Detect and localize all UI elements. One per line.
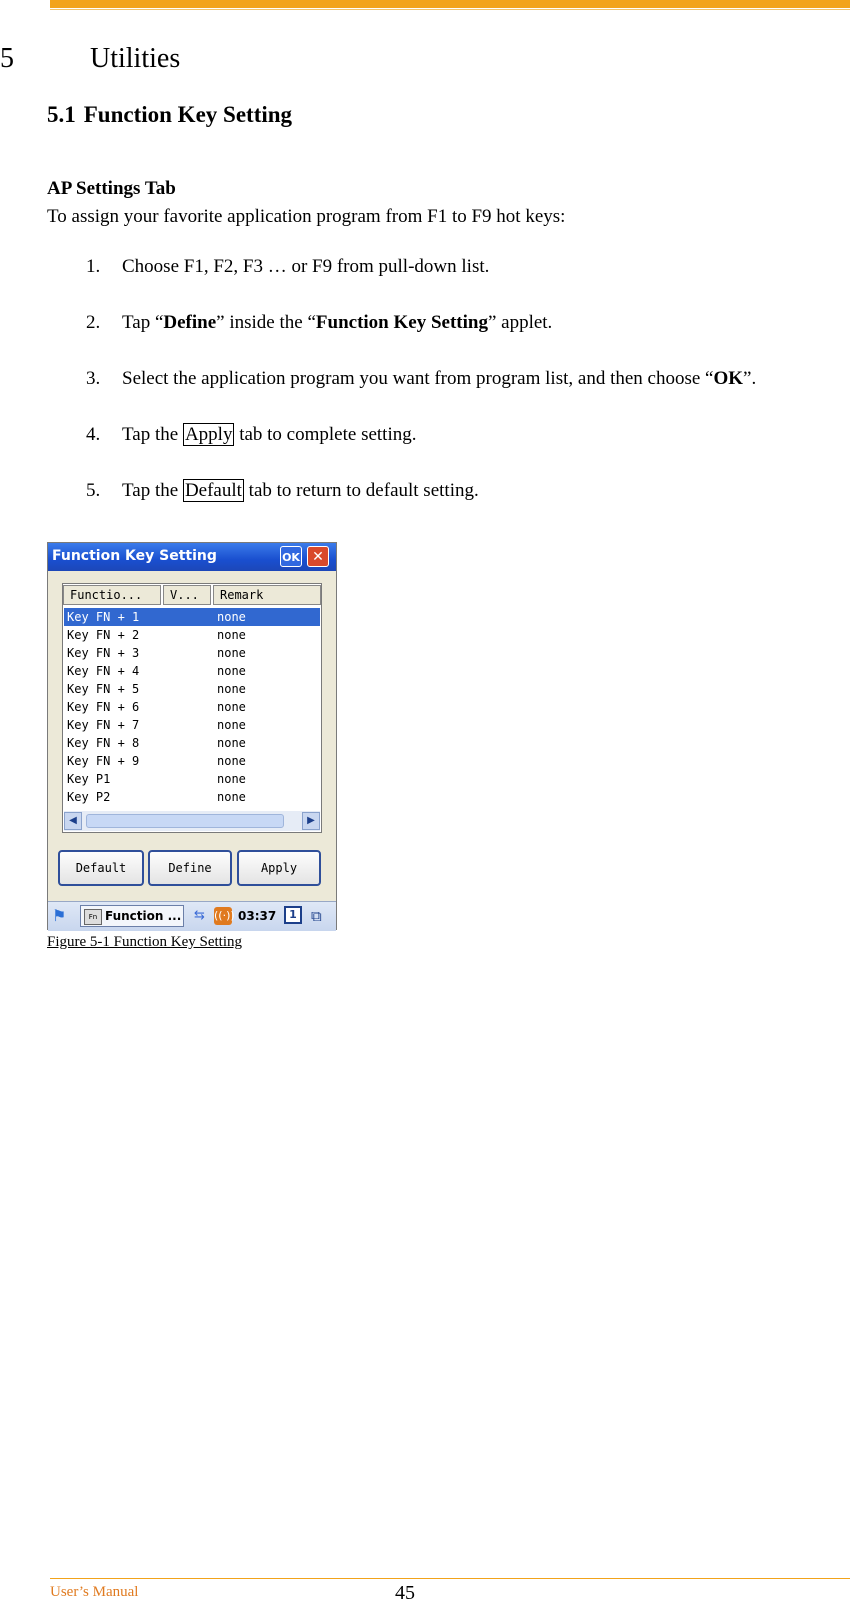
section-number: 5.1: [47, 102, 76, 127]
footer-rule: [50, 1578, 850, 1579]
horizontal-scrollbar[interactable]: [64, 811, 320, 831]
list-item[interactable]: Key FN + 2 none: [67, 628, 246, 642]
clock[interactable]: 03:37: [238, 909, 277, 923]
subheading: AP Settings Tab: [47, 178, 176, 199]
apply-tab-label: Apply: [184, 424, 233, 445]
default-button[interactable]: Default: [58, 850, 144, 886]
taskbar-app-button[interactable]: [80, 905, 184, 927]
applet-term: Function Key Setting: [315, 312, 488, 333]
function-key-list[interactable]: [62, 583, 322, 833]
list-item[interactable]: Key FN + 1 none: [64, 608, 320, 626]
desktop-icon[interactable]: ⧉: [311, 907, 322, 925]
list-item[interactable]: Key FN + 7 none: [67, 718, 246, 732]
column-function[interactable]: Functio...: [63, 585, 161, 605]
wifi-icon[interactable]: ((·)): [214, 907, 232, 925]
window-titlebar: [48, 543, 336, 571]
define-button[interactable]: Define: [148, 850, 232, 886]
scroll-left-icon[interactable]: ◀: [64, 812, 82, 830]
device-screenshot: [47, 542, 337, 930]
taskbar-app-label: Function ...: [105, 909, 182, 923]
section-title: Function Key Setting: [83, 102, 293, 127]
list-item[interactable]: Key FN + 4 none: [67, 664, 246, 678]
chapter-number: 5: [0, 43, 14, 74]
scroll-right-icon[interactable]: ▶: [302, 812, 320, 830]
ok-term: OK: [713, 368, 744, 389]
list-item[interactable]: Key FN + 6 none: [67, 700, 246, 714]
network-icon[interactable]: ⇆: [194, 908, 205, 923]
intro-paragraph: To assign your favorite application program from F1 to F9 hot keys:: [47, 206, 566, 227]
step-text: Tap the Default tab to return to default setting.: [122, 480, 479, 501]
input-method-icon[interactable]: 1: [284, 906, 302, 924]
step-text: Tap “Define” inside the “Function Key Setting” applet.: [122, 312, 553, 333]
step-text: Tap the Apply tab to complete setting.: [122, 424, 417, 445]
scroll-thumb[interactable]: [86, 814, 284, 828]
list-item[interactable]: Key P2 none: [67, 790, 246, 804]
figure-caption: Figure 5-1 Function Key Setting: [47, 934, 242, 950]
header-rule-thin: [50, 9, 850, 10]
default-tab-label: Default: [184, 480, 242, 501]
taskbar: [48, 901, 336, 931]
section-heading: [47, 102, 292, 128]
step-number: 4.: [86, 424, 101, 445]
list-item[interactable]: Key FN + 3 none: [67, 646, 246, 660]
step-number: 5.: [86, 480, 101, 501]
function-app-icon: Fn: [84, 909, 102, 925]
start-flag-icon[interactable]: ⚑: [52, 906, 67, 925]
step-number: 2.: [86, 312, 101, 333]
list-item[interactable]: Key P1 none: [67, 772, 246, 786]
list-item[interactable]: Key FN + 9 none: [67, 754, 246, 768]
ok-button[interactable]: OK: [280, 546, 302, 567]
list-item[interactable]: Key FN + 5 none: [67, 682, 246, 696]
step-text: Select the application program you want from program list, and then choose “OK”.: [122, 368, 757, 389]
apply-button[interactable]: Apply: [237, 850, 321, 886]
define-term: Define: [163, 312, 217, 333]
step-text: Choose F1, F2, F3 … or F9 from pull-down list.: [122, 256, 490, 277]
page-number: 45: [395, 1582, 415, 1604]
column-value[interactable]: V...: [163, 585, 211, 605]
footer-manual-label: User’s Manual: [50, 1584, 139, 1600]
close-button[interactable]: ✕: [307, 546, 329, 567]
step-number: 3.: [86, 368, 101, 389]
list-header: [63, 584, 321, 606]
step-number: 1.: [86, 256, 101, 277]
chapter-title: Utilities: [90, 43, 181, 74]
list-item[interactable]: Key FN + 8 none: [67, 736, 246, 750]
header-rule: [50, 0, 850, 8]
window-title: Function Key Setting: [52, 548, 217, 564]
column-remark[interactable]: Remark: [213, 585, 321, 605]
